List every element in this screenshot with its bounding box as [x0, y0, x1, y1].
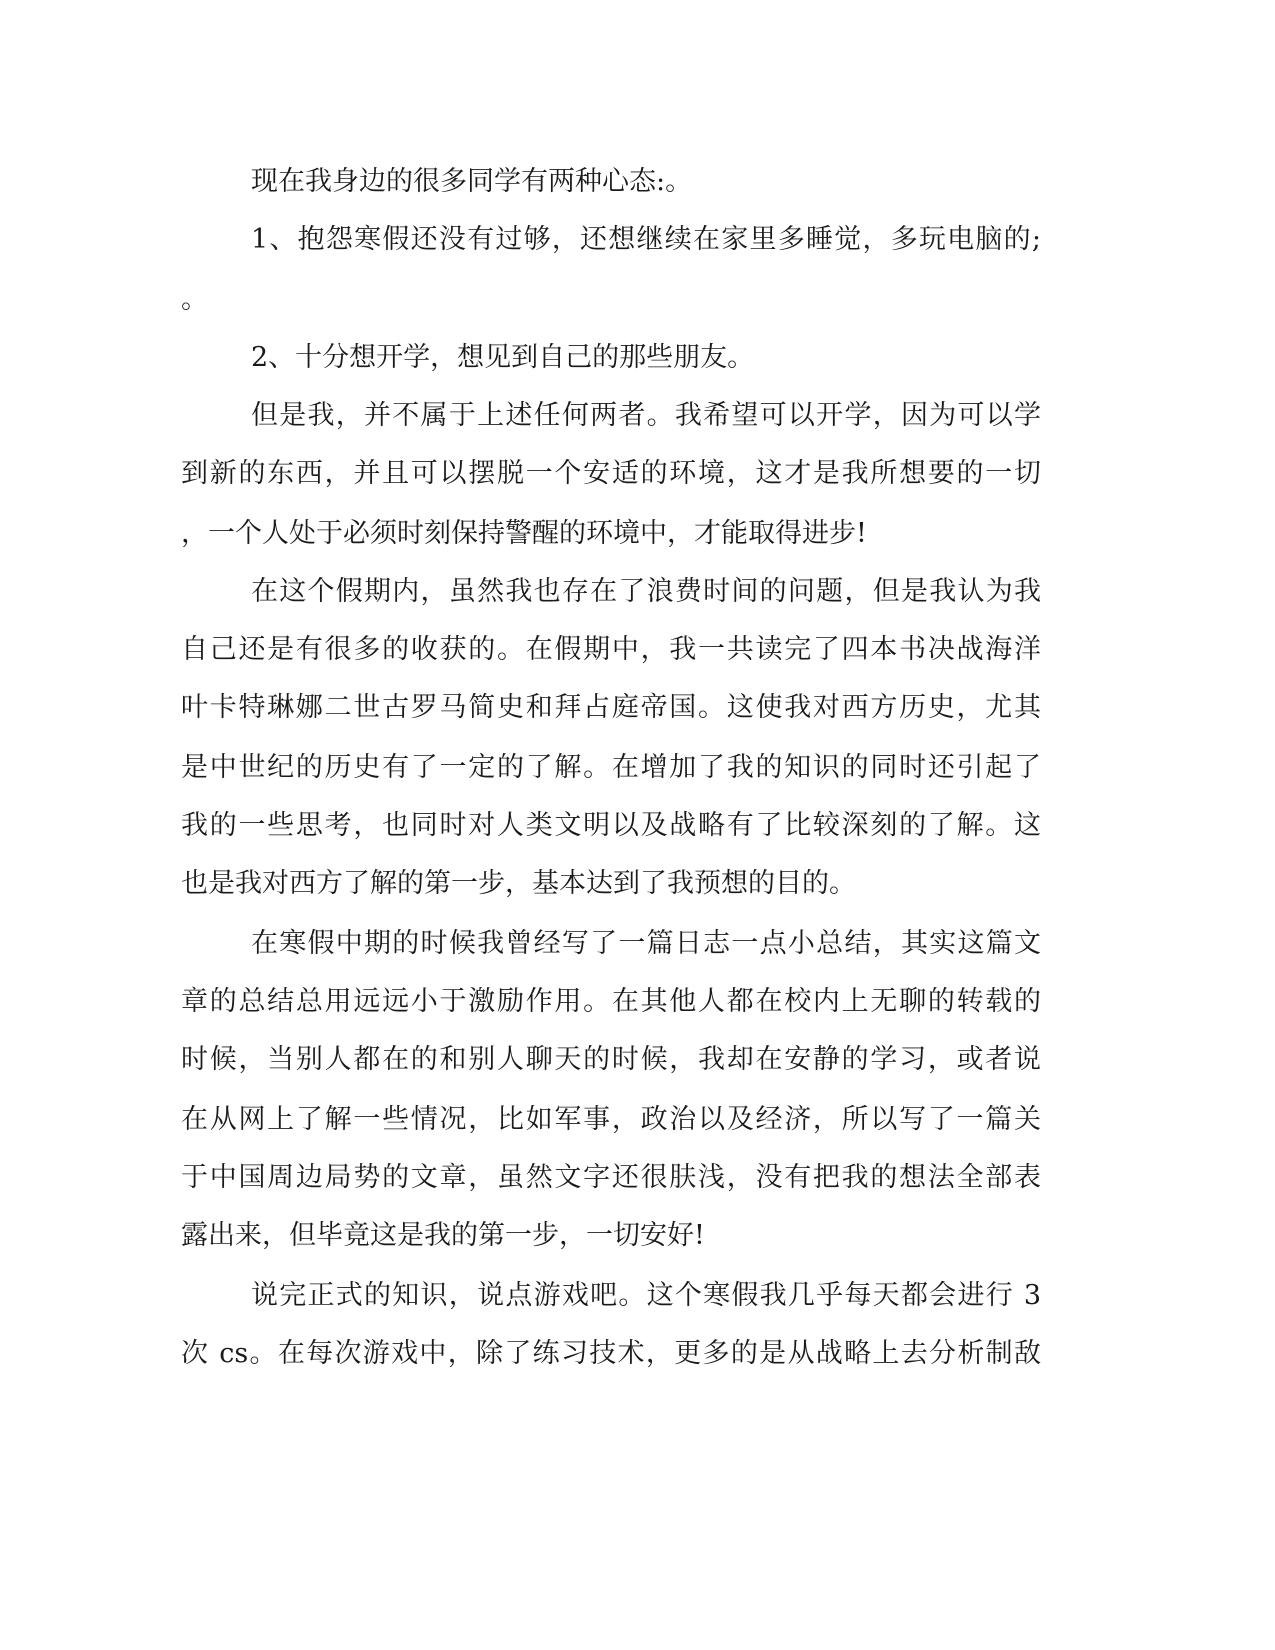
text-line: 在这个假期内，虽然我也存在了浪费时间的问题，但是我认为我 — [251, 576, 1041, 607]
text-line: 但是我，并不属于上述任何两者。我希望可以开学，因为可以学 — [251, 400, 1041, 431]
text-line: 章的总结总用远远小于激励作用。在其他人都在校内上无聊的转载的 — [181, 986, 1041, 1017]
text-line: 现在我身边的很多同学有两种心态:。 — [251, 166, 693, 197]
text-line: 在寒假中期的时候我曾经写了一篇日志一点小总结，其实这篇文 — [251, 928, 1041, 959]
text-line: 说完正式的知识，说点游戏吧。这个寒假我几乎每天都会进行 3 — [251, 1280, 1041, 1311]
text-line: 我的一些思考，也同时对人类文明以及战略有了比较深刻的了解。这 — [181, 810, 1041, 841]
text-line: 露出来，但毕竟这是我的第一步，一切安好! — [181, 1220, 705, 1251]
text-line: 在从网上了解一些情况，比如军事，政治以及经济，所以写了一篇关 — [181, 1104, 1041, 1135]
text-line: 次 cs。在每次游戏中，除了练习技术，更多的是从战略上去分析制敌 — [181, 1338, 1041, 1369]
text-line: 1、抱怨寒假还没有过够，还想继续在家里多睡觉，多玩电脑的; — [251, 224, 1041, 255]
text-line: 自己还是有很多的收获的。在假期中，我一共读完了四本书决战海洋 — [181, 634, 1041, 665]
text-line: 时候，当别人都在的和别人聊天的时候，我却在安静的学习，或者说 — [181, 1044, 1041, 1075]
text-line: 2、十分想开学，想见到自己的那些朋友。 — [251, 342, 755, 373]
text-line: ，一个人处于必须时刻保持警醒的环境中，才能取得进步! — [181, 518, 867, 549]
text-line: 到新的东西，并且可以摆脱一个安适的环境，这才是我所想要的一切 — [181, 458, 1041, 489]
text-line: 。 — [181, 284, 208, 315]
text-line: 也是我对西方了解的第一步，基本达到了我预想的目的。 — [181, 868, 856, 899]
text-line: 叶卡特琳娜二世古罗马简史和拜占庭帝国。这使我对西方历史，尤其 — [181, 692, 1041, 723]
text-line: 是中世纪的历史有了一定的了解。在增加了我的知识的同时还引起了 — [181, 752, 1041, 783]
text-line: 于中国周边局势的文章，虽然文字还很肤浅，没有把我的想法全部表 — [181, 1162, 1041, 1193]
